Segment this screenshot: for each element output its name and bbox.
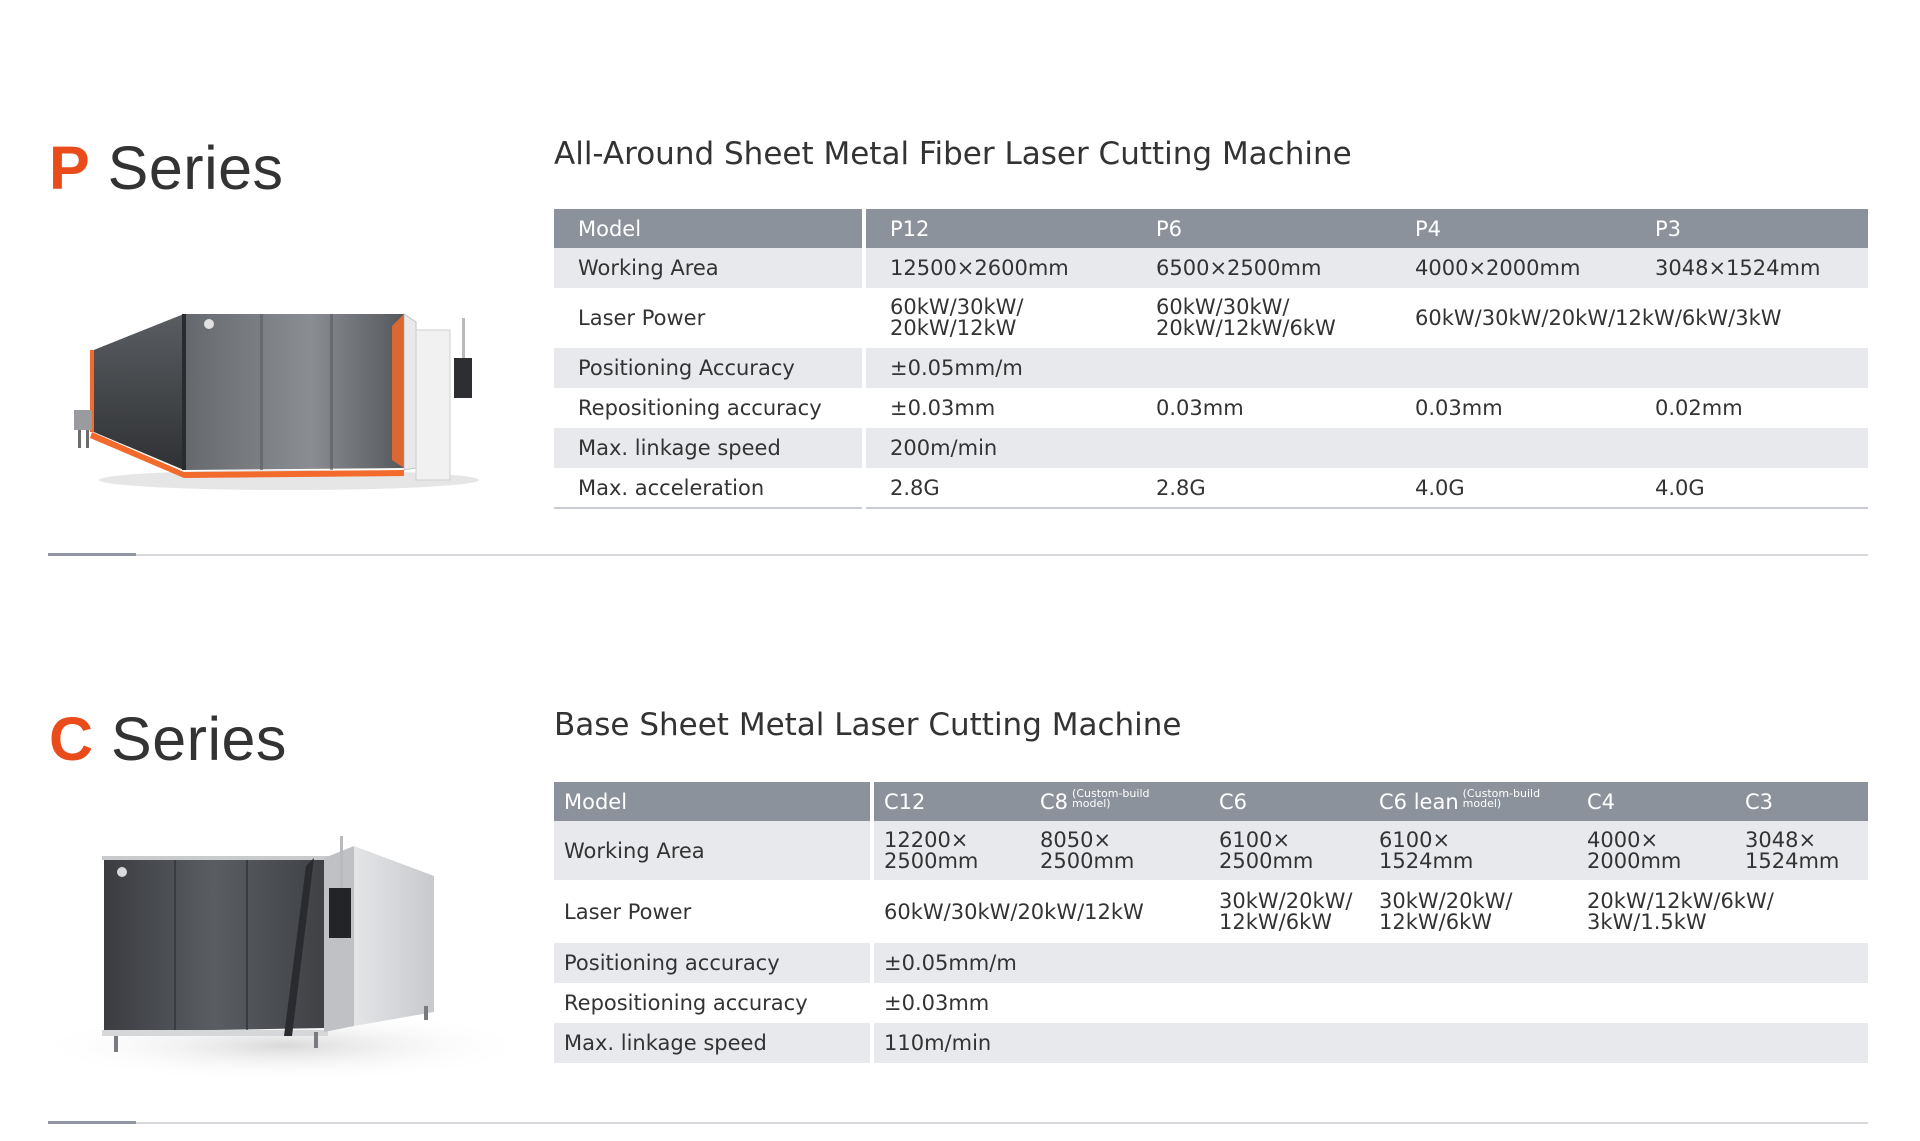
cell-line: 4000× bbox=[1587, 827, 1659, 852]
custom-build-note bbox=[1462, 786, 1541, 810]
p-series-title bbox=[49, 133, 284, 203]
custom-build-note bbox=[1072, 786, 1150, 810]
section-divider bbox=[48, 554, 1868, 556]
table-row bbox=[554, 943, 1868, 983]
c-series-subtitle: Base Sheet Metal Laser Cutting Machine bbox=[554, 707, 1182, 743]
cell-line: 60kW/30kW/ bbox=[890, 295, 1024, 319]
header-model: Model bbox=[554, 782, 872, 821]
cell-p12-laser-power bbox=[864, 288, 1132, 348]
cell-line: 20kW/12kW/6kW/ bbox=[1587, 888, 1774, 913]
cell-line: 2500mm bbox=[1040, 848, 1135, 873]
note-line: model) bbox=[1072, 796, 1111, 810]
table-row bbox=[554, 1023, 1868, 1063]
cell-max-linkage-speed: 110m/min bbox=[872, 1023, 1868, 1063]
cell-line: 3048× bbox=[1745, 827, 1817, 852]
cell-p6-laser-power bbox=[1132, 288, 1391, 348]
header-model: Model bbox=[554, 209, 864, 248]
p-series-subtitle: All-Around Sheet Metal Fiber Laser Cutting Machine bbox=[554, 136, 1352, 172]
cell-p12-repositioning: ±0.03mm bbox=[890, 396, 996, 420]
header-c3: C3 bbox=[1735, 782, 1868, 821]
cell-repositioning-accuracy: ±0.03mm bbox=[884, 991, 990, 1015]
header-c6: C6 bbox=[1209, 782, 1369, 821]
cell-p6-repositioning: 0.03mm bbox=[1156, 396, 1244, 420]
row-label-repositioning-accuracy: Repositioning accuracy bbox=[554, 983, 872, 1023]
cell-c6-lean-laser-power bbox=[1369, 880, 1577, 943]
cell-p3-acceleration: 4.0G bbox=[1655, 475, 1705, 500]
cell-max-linkage-speed: 200m/min bbox=[864, 428, 1868, 468]
c-series-spec-table bbox=[554, 782, 1868, 1063]
p-series-machine-image bbox=[64, 300, 494, 500]
header-c4: C4 bbox=[1577, 782, 1735, 821]
cell-line: 3kW/1.5kW bbox=[1587, 909, 1707, 934]
cell-c6-working-area bbox=[1209, 821, 1369, 880]
cell-line: 6100× bbox=[1219, 827, 1291, 852]
cell-line: 60kW/30kW/ bbox=[1156, 295, 1290, 319]
cell-p4-repositioning: 0.03mm bbox=[1415, 396, 1503, 420]
cell-line: 12kW/6kW bbox=[1219, 909, 1333, 934]
row-label-max-linkage-speed: Max. linkage speed bbox=[554, 428, 864, 468]
note-line: (Custom-build bbox=[1072, 786, 1150, 800]
table-row bbox=[554, 880, 1868, 943]
cell-c8-working-area bbox=[1030, 821, 1209, 880]
p-series-letter: P bbox=[49, 134, 91, 202]
row-label-working-area: Working Area bbox=[554, 821, 872, 880]
cell-line: 2500mm bbox=[884, 848, 979, 873]
c-series-letter: C bbox=[49, 705, 94, 773]
table-row bbox=[554, 388, 1868, 428]
row-label-positioning-accuracy: Positioning Accuracy bbox=[554, 348, 864, 388]
header-c8 bbox=[1030, 782, 1209, 821]
row-label-laser-power: Laser Power bbox=[554, 288, 864, 348]
cell-c4-working-area bbox=[1577, 821, 1735, 880]
header-p12: P12 bbox=[864, 209, 1132, 248]
divider-accent bbox=[48, 1121, 136, 1124]
table-header-row bbox=[554, 782, 1868, 821]
cell-c3-working-area bbox=[1735, 821, 1868, 880]
c-series-title bbox=[49, 704, 287, 774]
table-row bbox=[554, 348, 1868, 388]
cell-p4-acceleration: 4.0G bbox=[1415, 475, 1465, 500]
cell-p6-acceleration: 2.8G bbox=[1156, 475, 1206, 500]
cell-line: 1524mm bbox=[1379, 848, 1474, 873]
cell-line: 30kW/20kW/ bbox=[1219, 888, 1353, 913]
cell-line: 1524mm bbox=[1745, 848, 1840, 873]
cell-line: 2500mm bbox=[1219, 848, 1314, 873]
cell-p3-repositioning: 0.02mm bbox=[1655, 396, 1743, 420]
row-label-positioning-accuracy: Positioning accuracy bbox=[554, 943, 872, 983]
p-series-word: Series bbox=[107, 134, 284, 202]
table-row bbox=[554, 288, 1868, 348]
cell-line: 8050× bbox=[1040, 827, 1112, 852]
section-divider bbox=[48, 1122, 1868, 1124]
table-row bbox=[554, 468, 1868, 508]
table-row bbox=[554, 983, 1868, 1023]
cell-line: 20kW/12kW/6kW bbox=[1156, 316, 1336, 340]
cell-p3-working-area: 3048×1524mm bbox=[1631, 248, 1868, 288]
cell-positioning-accuracy: ±0.05mm/m bbox=[872, 943, 1868, 983]
row-label-max-acceleration: Max. acceleration bbox=[554, 468, 864, 508]
cell-c4-c3-laser-power bbox=[1577, 880, 1868, 943]
c-series-word: Series bbox=[111, 705, 287, 773]
table-row bbox=[554, 428, 1868, 468]
note-line: (Custom-build bbox=[1462, 786, 1541, 800]
note-line: model) bbox=[1462, 796, 1502, 810]
cell-p12-working-area: 12500×2600mm bbox=[864, 248, 1132, 288]
p-series-spec-table bbox=[554, 209, 1868, 509]
cell-line: 12200× bbox=[884, 827, 969, 852]
header-c8-label: C8 bbox=[1040, 789, 1069, 814]
row-label-laser-power: Laser Power bbox=[554, 880, 872, 943]
header-c6-lean bbox=[1369, 782, 1577, 821]
table-row bbox=[554, 821, 1868, 880]
header-c6-lean-label: C6 lean bbox=[1379, 789, 1459, 814]
cell-p12-acceleration: 2.8G bbox=[890, 475, 940, 500]
cell-positioning-accuracy: ±0.05mm/m bbox=[864, 348, 1868, 388]
c-series-machine-image bbox=[24, 836, 544, 1096]
cell-line: 20kW/12kW bbox=[890, 316, 1017, 340]
cell-p6-working-area: 6500×2500mm bbox=[1132, 248, 1391, 288]
header-c12: C12 bbox=[872, 782, 1030, 821]
row-label-working-area: Working Area bbox=[554, 248, 864, 288]
header-p4: P4 bbox=[1391, 209, 1631, 248]
cell-line: 30kW/20kW/ bbox=[1379, 888, 1513, 913]
cell-c6-lean-working-area bbox=[1369, 821, 1577, 880]
cell-line: 12kW/6kW bbox=[1379, 909, 1493, 934]
table-header-row bbox=[554, 209, 1868, 248]
cell-p4-working-area: 4000×2000mm bbox=[1391, 248, 1631, 288]
header-p3: P3 bbox=[1631, 209, 1868, 248]
cell-line: 2000mm bbox=[1587, 848, 1682, 873]
table-row bbox=[554, 248, 1868, 288]
cell-c12-c8-laser-power: 60kW/30kW/20kW/12kW bbox=[884, 899, 1144, 924]
header-p6: P6 bbox=[1132, 209, 1391, 248]
divider-accent bbox=[48, 553, 136, 556]
row-label-repositioning-accuracy: Repositioning accuracy bbox=[554, 388, 864, 428]
cell-line: 6100× bbox=[1379, 827, 1451, 852]
cell-c6-laser-power bbox=[1209, 880, 1369, 943]
cell-p4-p3-laser-power: 60kW/30kW/20kW/12kW/6kW/3kW bbox=[1415, 306, 1782, 330]
cell-c12-working-area bbox=[872, 821, 1030, 880]
row-label-max-linkage-speed: Max. linkage speed bbox=[554, 1023, 872, 1063]
